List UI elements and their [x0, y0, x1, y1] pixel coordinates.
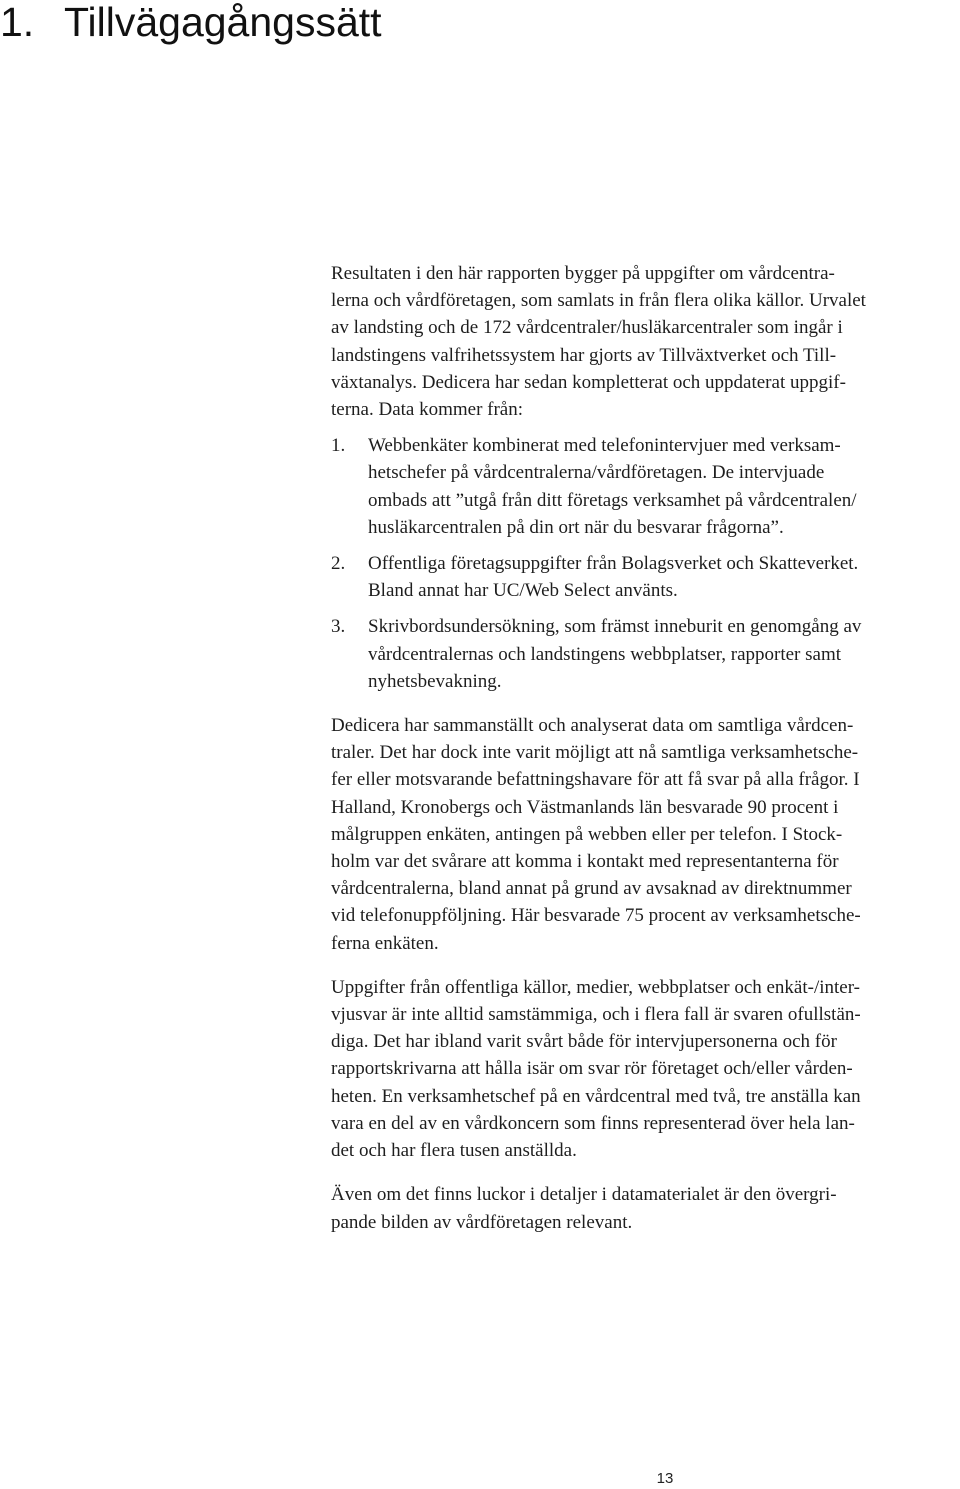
list-item [331, 613, 960, 695]
text-line: terna. Data kommer från: [331, 399, 524, 421]
text-line: Skrivbordsundersökning, som främst inneburit en genomgång av [368, 616, 862, 638]
list-item [331, 550, 960, 604]
text-line: Bland annat har UC/Web Select använts. [368, 580, 678, 602]
paragraph [331, 712, 960, 957]
text-line: diga. Det har ibland varit svårt både för intervjupersonerna och för [331, 1031, 837, 1053]
text-line: vid telefonuppföljning. Här besvarade 75 procent av verksamhetsche- [331, 905, 861, 927]
text-line: holm var det svårare att komma i kontakt med representanterna för [331, 851, 839, 873]
text-line: nyhetsbevakning. [368, 670, 502, 692]
text-line: Resultaten i den här rapporten bygger på uppgifter om vårdcentra- [331, 263, 835, 284]
text-line: växtanalys. Dedicera har sedan kompletterat och uppdaterat uppgif- [331, 371, 846, 393]
text-line: hetschefer på vårdcentralerna/vårdföretagen. De intervjuade [368, 462, 825, 484]
text-line: Halland, Kronobergs och Västmanlands län besvarade 90 procent i [331, 796, 839, 818]
intro-paragraph [331, 260, 960, 423]
body-text [331, 260, 960, 1236]
list-item-number: 1. [331, 435, 346, 457]
list-item-number: 3. [331, 616, 346, 638]
text-line: rapportskrivarna att hålla isär om svar rör företaget och/eller vården- [331, 1058, 853, 1080]
text-line: lerna och vårdföretagen, som samlats in från flera olika källor. Urvalet [331, 290, 866, 312]
text-line: det och har flera tusen anställda. [331, 1140, 577, 1162]
text-line: vårdcentralerna, bland annat på grund av avsaknad av direktnummer [331, 878, 852, 900]
text-line: vara en del av en vårdkoncern som finns representerad över hela lan- [331, 1112, 855, 1134]
text-line: Offentliga företagsuppgifter från Bolagsverket och Skatteverket. [368, 553, 859, 575]
section-number: 1. [0, 0, 35, 45]
text-line: husläkarcentralen på din ort när du besvarar frågorna”. [368, 516, 784, 538]
text-line: pande bilden av vårdföretagen relevant. [331, 1211, 633, 1233]
text-line: Även om det finns luckor i detaljer i datamaterialet är den övergri- [331, 1184, 837, 1206]
text-line: heten. En verksamhetschef på en vårdcentral med två, tre anställa kan [331, 1085, 861, 1107]
text-line: vårdcentralernas och landstingens webbplatser, rapporter samt [368, 643, 842, 665]
list-item-number: 2. [331, 553, 346, 575]
section-heading [0, 0, 382, 44]
text-line: Dedicera har sammanställt och analyserat data om samtliga vårdcen- [331, 715, 854, 737]
text-line: traler. Det har dock inte varit möjligt att nå samtliga verksamhetsche- [331, 742, 859, 764]
text-line: landstingens valfrihetssystem har gjorts av Tillväxtverket och Till- [331, 344, 837, 366]
text-line: ferna enkäten. [331, 932, 439, 954]
page-number: 13 [656, 1470, 674, 1487]
data-sources-list [331, 432, 960, 695]
text-line: vjusvar är inte alltid samstämmiga, och i flera fall är svaren ofullstän- [331, 1004, 861, 1026]
section-title: Tillvägagångssätt [64, 0, 382, 45]
list-item [331, 432, 960, 541]
text-line: ombads att ”utgå från ditt företags verksamhet på vårdcentralen/ [368, 489, 857, 511]
text-line: Uppgifter från offentliga källor, medier, webbplatser och enkät-/inter- [331, 976, 861, 998]
paragraph [331, 1181, 960, 1235]
text-line: av landsting och de 172 vårdcentraler/husläkarcentraler som ingår i [331, 317, 843, 339]
paragraph [331, 974, 960, 1164]
text-line: Webbenkäter kombinerat med telefonintervjuer med verksam- [368, 435, 841, 457]
text-line: fer eller motsvarande befattningshavare för att få svar på alla frågor. I [331, 769, 860, 791]
text-line: målgruppen enkäten, antingen på webben eller per telefon. I Stock- [331, 823, 843, 845]
